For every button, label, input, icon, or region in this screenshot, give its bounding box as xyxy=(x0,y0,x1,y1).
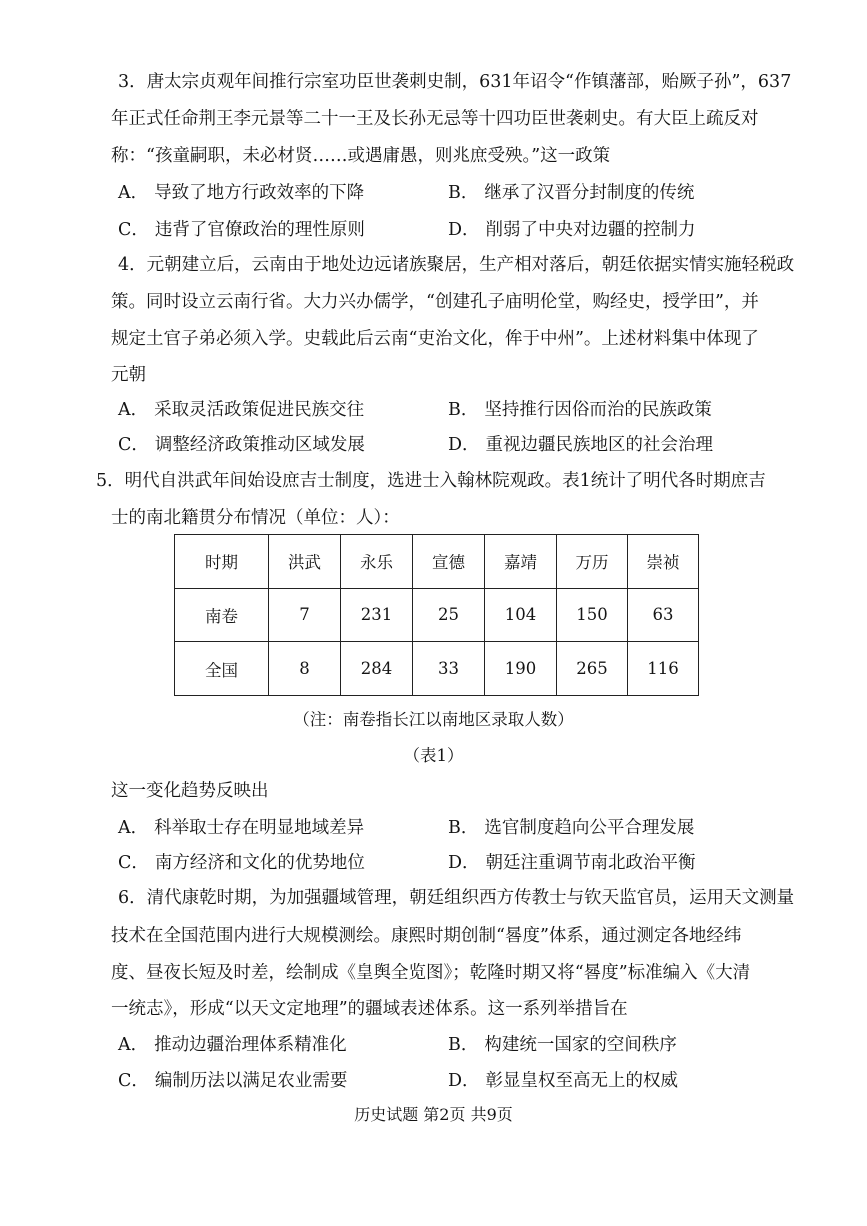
q3-line-3: 称：“孩童嗣职，未必材贤……或遇庸愚，则兆庶受殃。”这一政策 xyxy=(111,146,611,166)
option-text: 调整经济政策推动区域发展 xyxy=(154,435,365,455)
q4-option-c xyxy=(118,431,365,456)
option-text: 继承了汉晋分封制度的传统 xyxy=(484,183,695,203)
option-text: 导致了地方行政效率的下降 xyxy=(154,183,365,203)
option-text: 科举取士存在明显地域差异 xyxy=(154,818,365,838)
table-header-cell: 崇祯 xyxy=(628,535,699,589)
option-label: B． xyxy=(448,818,479,838)
option-text: 南方经济和文化的优势地位 xyxy=(154,853,365,873)
q5-stem-tail: 这一变化趋势反映出 xyxy=(111,781,269,801)
q3-option-b xyxy=(448,179,694,204)
option-text: 违背了官僚政治的理性原则 xyxy=(154,220,365,240)
option-label: A． xyxy=(118,400,149,420)
q5-option-c xyxy=(118,849,365,874)
option-text: 彰显皇权至高无上的权威 xyxy=(485,1071,679,1091)
q6-option-d xyxy=(448,1067,678,1092)
option-text: 坚持推行因俗而治的民族政策 xyxy=(484,400,712,420)
table-cell: 南卷 xyxy=(175,588,269,642)
option-text: 构建统一国家的空间秩序 xyxy=(484,1035,677,1055)
option-label: A． xyxy=(118,818,149,838)
table-cell: 265 xyxy=(557,642,628,696)
option-label: A． xyxy=(118,1035,149,1055)
table-cell: 7 xyxy=(269,588,341,642)
option-text: 采取灵活政策促进民族交往 xyxy=(154,400,365,420)
table-cell: 150 xyxy=(557,588,628,642)
q6-line-3: 度、昼夜长短及时差，绘制成《皇舆全览图》；乾隆时期又将“晷度”标准编入《大清 xyxy=(111,963,751,983)
table-header-cell: 嘉靖 xyxy=(485,535,557,589)
option-label: D． xyxy=(448,1071,480,1091)
table-row xyxy=(175,642,699,696)
q4-line-3: 规定土官子弟必须入学。史载此后云南“吏治文化，侔于中州”。上述材料集中体现了 xyxy=(111,329,759,349)
option-label: B． xyxy=(448,183,479,203)
q3-option-a xyxy=(118,179,364,204)
table-cell: 116 xyxy=(628,642,699,696)
table-cell: 284 xyxy=(341,642,413,696)
table-cell: 33 xyxy=(413,642,485,696)
q4-option-a xyxy=(118,396,364,421)
q3-line-2: 年正式任命荆王李元景等二十一王及长孙无忌等十四功臣世袭刺史。有大臣上疏反对 xyxy=(111,109,759,129)
q4-line-1: 4．元朝建立后，云南由于地处边远诸族聚居，生产相对落后，朝廷依据实情实施轻税政 xyxy=(118,255,795,275)
q6-option-c xyxy=(118,1067,347,1092)
option-label: D． xyxy=(448,220,480,240)
table-header-cell: 时期 xyxy=(175,535,269,589)
q5-line-2: 士的南北籍贯分布情况（单位：人）： xyxy=(111,508,400,528)
option-text: 选官制度趋向公平合理发展 xyxy=(484,818,695,838)
option-label: A． xyxy=(118,183,149,203)
table-cell: 104 xyxy=(485,588,557,642)
table-header-cell: 洪武 xyxy=(269,535,341,589)
q5-option-b xyxy=(448,814,694,839)
q4-option-d xyxy=(448,431,713,456)
table-header-cell: 万历 xyxy=(557,535,628,589)
table-cell: 25 xyxy=(413,588,485,642)
table-caption: （表1） xyxy=(403,746,464,765)
distribution-table xyxy=(174,534,699,696)
option-label: C． xyxy=(118,435,149,455)
option-text: 重视边疆民族地区的社会治理 xyxy=(485,435,714,455)
table-note: （注：南卷指长江以南地区录取人数） xyxy=(293,710,574,729)
table-header-cell: 永乐 xyxy=(341,535,413,589)
q6-line-2: 技术在全国范围内进行大规模测绘。康熙时期创制“晷度”体系，通过测定各地经纬 xyxy=(111,926,742,946)
option-label: D． xyxy=(448,435,480,455)
page-footer: 历史试题 第2页 共9页 xyxy=(354,1105,513,1124)
q4-line-4: 元朝 xyxy=(111,365,146,385)
q6-option-b xyxy=(448,1031,677,1056)
option-label: D． xyxy=(448,853,480,873)
option-label: C． xyxy=(118,220,149,240)
option-label: C． xyxy=(118,853,149,873)
q4-line-2: 策。同时设立云南行省。大力兴办儒学，“创建孔子庙明伦堂，购经史，授学田”，并 xyxy=(111,292,759,312)
q5-line-1: 5．明代自洪武年间始设庶吉士制度，选进士入翰林院观政。表1统计了明代各时期庶吉 xyxy=(96,471,766,491)
table-header-row xyxy=(175,535,699,589)
option-label: B． xyxy=(448,400,479,420)
q3-line-1: 3．唐太宗贞观年间推行宗室功臣世袭刺史制，631年诏令“作镇藩部，贻厥子孙”，637 xyxy=(118,72,792,92)
option-label: B． xyxy=(448,1035,479,1055)
q6-option-a xyxy=(118,1031,347,1056)
table-cell: 8 xyxy=(269,642,341,696)
q6-line-1: 6．清代康乾时期，为加强疆域管理，朝廷组织西方传教士与钦天监官员，运用天文测量 xyxy=(118,888,795,908)
table-cell: 63 xyxy=(628,588,699,642)
q3-option-c xyxy=(118,216,365,241)
table-cell: 190 xyxy=(485,642,557,696)
option-text: 朝廷注重调节南北政治平衡 xyxy=(485,853,696,873)
q5-option-a xyxy=(118,814,364,839)
table-row xyxy=(175,588,699,642)
option-text: 削弱了中央对边疆的控制力 xyxy=(485,220,696,240)
table-header-cell: 宣德 xyxy=(413,535,485,589)
option-text: 推动边疆治理体系精准化 xyxy=(154,1035,347,1055)
table-cell: 全国 xyxy=(175,642,269,696)
option-text: 编制历法以满足农业需要 xyxy=(154,1071,348,1091)
q3-option-d xyxy=(448,216,696,241)
table-cell: 231 xyxy=(341,588,413,642)
q6-line-4: 一统志》，形成“以天文定地理”的疆域表述体系。这一系列举措旨在 xyxy=(111,999,628,1019)
q5-option-d xyxy=(448,849,696,874)
option-label: C． xyxy=(118,1071,149,1091)
q4-option-b xyxy=(448,396,712,421)
